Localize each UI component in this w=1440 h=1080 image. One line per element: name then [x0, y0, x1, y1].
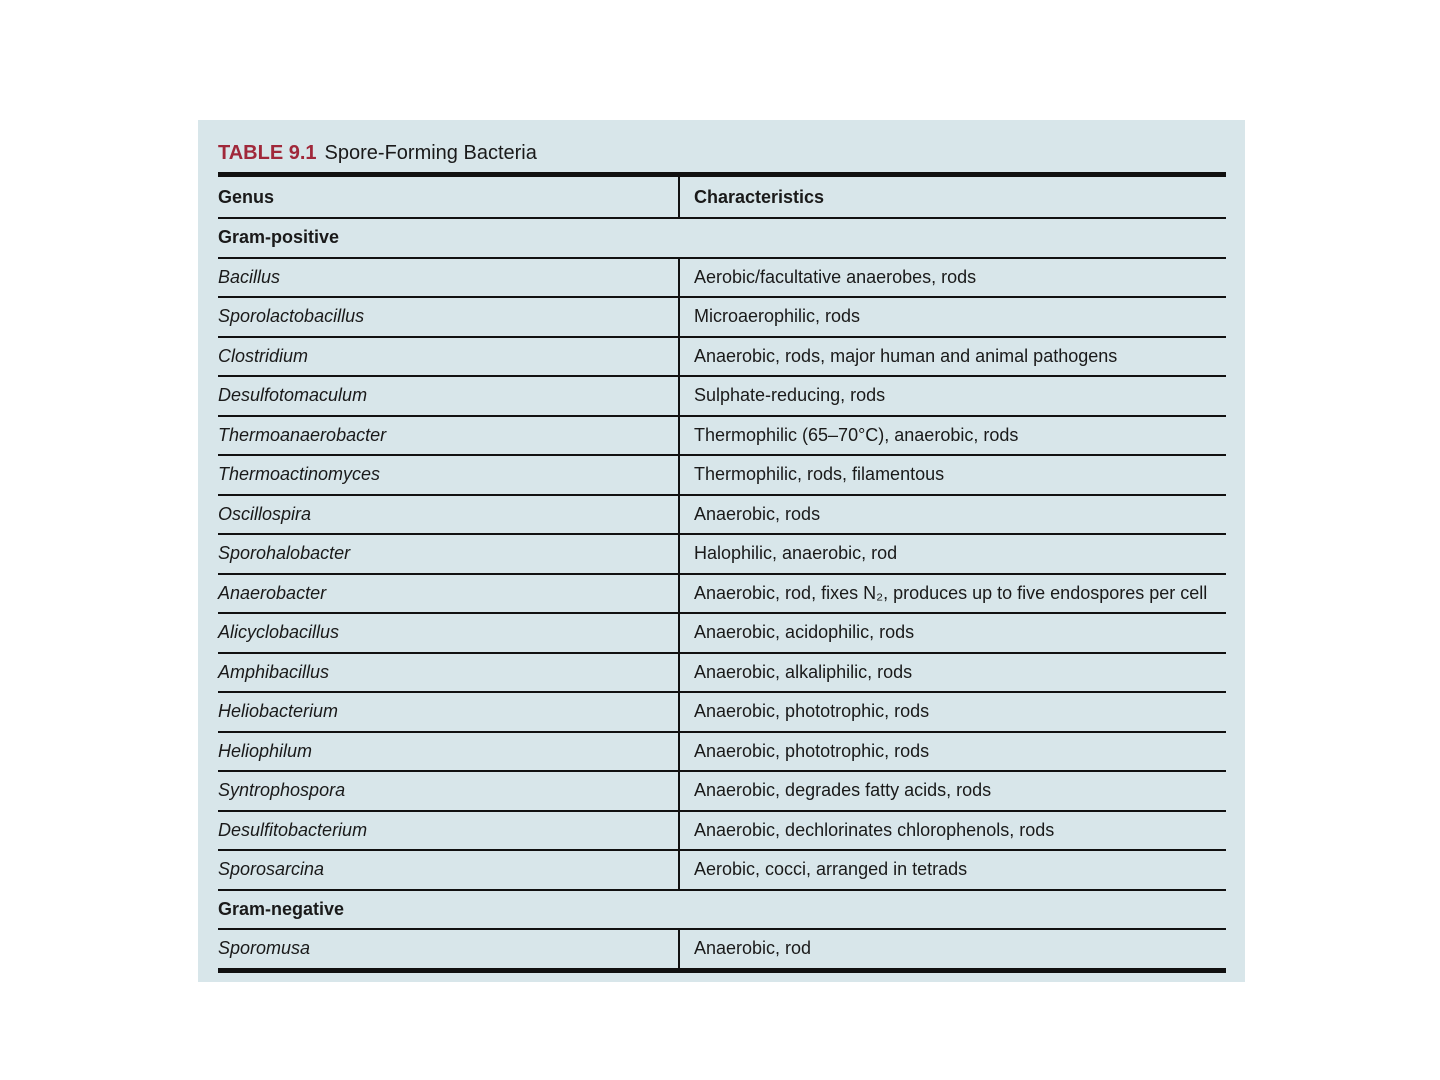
group-name: Gram-positive [218, 218, 1226, 258]
genus-cell: Sporosarcina [218, 850, 679, 890]
genus-cell: Sporolactobacillus [218, 297, 679, 337]
characteristics-cell: Thermophilic (65–70°C), anaerobic, rods [679, 416, 1226, 456]
table-caption [218, 142, 537, 165]
header-genus: Genus [218, 175, 679, 219]
genus-cell: Thermoactinomyces [218, 455, 679, 495]
table-row [218, 297, 1226, 337]
table-row [218, 376, 1226, 416]
table-row [218, 613, 1226, 653]
characteristics-cell: Anaerobic, rods, major human and animal pathogens [679, 337, 1226, 377]
table-row [218, 534, 1226, 574]
characteristics-cell: Microaerophilic, rods [679, 297, 1226, 337]
group-header-row [218, 890, 1226, 930]
bacteria-table [218, 172, 1226, 973]
genus-cell: Alicyclobacillus [218, 613, 679, 653]
characteristics-cell: Anaerobic, rod, fixes N₂, produces up to five endospores per cell [679, 574, 1226, 614]
table-row [218, 850, 1226, 890]
genus-cell: Bacillus [218, 258, 679, 298]
genus-cell: Anaerobacter [218, 574, 679, 614]
characteristics-cell: Anaerobic, degrades fatty acids, rods [679, 771, 1226, 811]
genus-cell: Syntrophospora [218, 771, 679, 811]
table-row [218, 732, 1226, 772]
header-row [218, 175, 1226, 219]
genus-cell: Desulfitobacterium [218, 811, 679, 851]
table-row [218, 495, 1226, 535]
genus-cell: Oscillospira [218, 495, 679, 535]
table-row [218, 771, 1226, 811]
group-header-row [218, 218, 1226, 258]
table-row [218, 929, 1226, 970]
table-row [218, 811, 1226, 851]
header-characteristics: Characteristics [679, 175, 1226, 219]
characteristics-cell: Anaerobic, rod [679, 929, 1226, 970]
characteristics-cell: Halophilic, anaerobic, rod [679, 534, 1226, 574]
characteristics-cell: Anaerobic, phototrophic, rods [679, 732, 1226, 772]
genus-cell: Amphibacillus [218, 653, 679, 693]
table-panel [198, 120, 1245, 982]
characteristics-cell: Sulphate-reducing, rods [679, 376, 1226, 416]
genus-cell: Sporohalobacter [218, 534, 679, 574]
characteristics-cell: Anaerobic, alkaliphilic, rods [679, 653, 1226, 693]
group-name: Gram-negative [218, 890, 1226, 930]
genus-cell: Sporomusa [218, 929, 679, 970]
genus-cell: Clostridium [218, 337, 679, 377]
genus-cell: Heliobacterium [218, 692, 679, 732]
table-title: Spore-Forming Bacteria [324, 142, 537, 164]
table-row [218, 416, 1226, 456]
table-label: TABLE 9.1 [218, 142, 317, 164]
genus-cell: Heliophilum [218, 732, 679, 772]
characteristics-cell: Anaerobic, acidophilic, rods [679, 613, 1226, 653]
characteristics-cell: Anaerobic, rods [679, 495, 1226, 535]
characteristics-cell: Anaerobic, dechlorinates chlorophenols, rods [679, 811, 1226, 851]
characteristics-cell: Aerobic/facultative anaerobes, rods [679, 258, 1226, 298]
table-row [218, 692, 1226, 732]
table-row [218, 258, 1226, 298]
table-row [218, 337, 1226, 377]
characteristics-cell: Thermophilic, rods, filamentous [679, 455, 1226, 495]
table-row [218, 455, 1226, 495]
characteristics-cell: Aerobic, cocci, arranged in tetrads [679, 850, 1226, 890]
genus-cell: Desulfotomaculum [218, 376, 679, 416]
table-row [218, 653, 1226, 693]
genus-cell: Thermoanaerobacter [218, 416, 679, 456]
table-row [218, 574, 1226, 614]
characteristics-cell: Anaerobic, phototrophic, rods [679, 692, 1226, 732]
